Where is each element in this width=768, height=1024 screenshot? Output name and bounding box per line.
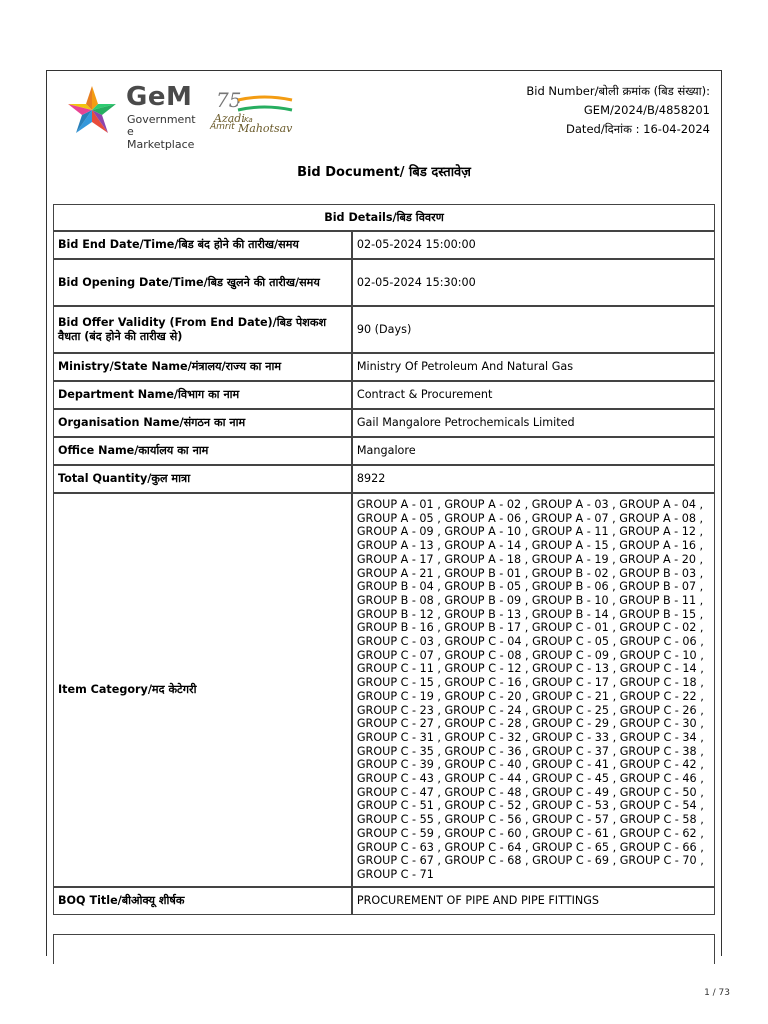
continuation-box	[53, 934, 715, 964]
table-row	[53, 437, 715, 465]
gem-logo-icon	[64, 82, 120, 138]
bid-date: Dated/दिनांक : 16-04-2024	[566, 122, 710, 136]
row-key-bid-offer-validity: Bid Offer Validity (From End Date)/बिड पेशकश वैधता (बंद होने की तारीख से)	[53, 306, 352, 353]
row-value-ministry: Ministry Of Petroleum And Natural Gas	[352, 353, 715, 381]
azadi-number: 75	[216, 88, 242, 112]
row-value-bid-end-date: 02-05-2024 15:00:00	[352, 231, 715, 259]
row-key-bid-end-date: Bid End Date/Time/बिड बंद होने की तारीख/समय	[53, 231, 352, 259]
table-row	[53, 353, 715, 381]
azadi-amrit-word: Amrit	[210, 122, 235, 132]
azadi-word: Azadi	[214, 112, 245, 125]
table-row	[53, 465, 715, 493]
row-value-office: Mangalore	[352, 437, 715, 465]
table-row	[53, 306, 715, 353]
row-key-ministry: Ministry/State Name/मंत्रालय/राज्य का नाम	[53, 353, 352, 381]
row-key-total-quantity: Total Quantity/कुल मात्रा	[53, 465, 352, 493]
table-row	[53, 493, 715, 887]
row-value-bid-offer-validity: 90 (Days)	[352, 306, 715, 353]
table-row	[53, 231, 715, 259]
azadi-mahotsav-word: Mahotsav	[238, 122, 293, 135]
page-number: 1 / 73	[704, 988, 730, 998]
bid-details-table	[53, 204, 715, 915]
table-row	[53, 887, 715, 915]
gem-logo-line1: Government	[127, 113, 196, 126]
bid-number: GEM/2024/B/4858201	[583, 103, 710, 117]
row-value-department: Contract & Procurement	[352, 381, 715, 409]
row-value-bid-opening-date: 02-05-2024 15:30:00	[352, 259, 715, 306]
row-key-item-category: Item Category/मद केटेगरी	[53, 493, 352, 887]
row-key-boq-title: BOQ Title/बीओक्यू शीर्षक	[53, 887, 352, 915]
azadi-ka-word: Ka	[244, 116, 253, 124]
table-heading-row	[53, 204, 715, 231]
gem-logo-title: GeM	[126, 82, 193, 112]
document-title: Bid Document/ बिड दस्तावेज़	[297, 165, 471, 180]
gem-logo	[64, 80, 204, 151]
gem-logo-line2: e Marketplace	[127, 125, 195, 151]
row-value-boq-title: PROCUREMENT OF PIPE AND PIPE FITTINGS	[352, 887, 715, 915]
bid-info	[526, 82, 710, 139]
row-value-item-category: GROUP A - 01 , GROUP A - 02 , GROUP A - 03 , GROUP A - 04 , GROUP A - 05 , GROUP A - 06 , GROUP A - 07 , GROUP A - 08 , GROUP A - 09 , GROUP A - 10 , GROUP A - 11 , GROUP A - 12 , GROUP A - 13 , GROUP A - 14 , GROUP A - 15 , GROUP A - 16 , GROUP A - 17 , GROUP A - 18 , GROUP A - 19 , GROUP A - 20 , GROUP A - 21 , GROUP B - 01 , GROUP B - 02 , GROUP B - 03 , GROUP B - 04 , GROUP B - 05 , GROUP B - 06 , GROUP B - 07 , GROUP B - 08 , GROUP B - 09 , GROUP B - 10 , GROUP B - 11 , GROUP B - 12 , GROUP B - 13 , GROUP B - 14 , GROUP B - 15 , GROUP B - 16 , GROUP B - 17 , GROUP C - 01 , GROUP C - 02 , GROUP C - 03 , GROUP C - 04 , GROUP C - 05 , GROUP C - 06 , GROUP C - 07 , GROUP C - 08 , GROUP C - 09 , GROUP C - 10 , GROUP C - 11 , GROUP C - 12 , GROUP C - 13 , GROUP C - 14 , GROUP C - 15 , GROUP C - 16 , GROUP C - 17 , GROUP C - 18 , GROUP C - 19 , GROUP C - 20 , GROUP C - 21 , GROUP C - 22 , GROUP C - 23 , GROUP C - 24 , GROUP C - 25 , GROUP C - 26 , GROUP C - 27 , GROUP C - 28 , GROUP C - 29 , GROUP C - 30 , GROUP C - 31 , GROUP C - 32 , GROUP C - 33 , GROUP C - 34 , GROUP C - 35 , GROUP C - 36 , GROUP C - 37 , GROUP C - 38 , GROUP C - 39 , GROUP C - 40 , GROUP C - 41 , GROUP C - 42 , GROUP C - 43 , GROUP C - 44 , GROUP C - 45 , GROUP C - 46 , GROUP C - 47 , GROUP C - 48 , GROUP C - 49 , GROUP C - 50 , GROUP C - 51 , GROUP C - 52 , GROUP C - 53 , GROUP C - 54 , GROUP C - 55 , GROUP C - 56 , GROUP C - 57 , GROUP C - 58 , GROUP C - 59 , GROUP C - 60 , GROUP C - 61 , GROUP C - 62 , GROUP C - 63 , GROUP C - 64 , GROUP C - 65 , GROUP C - 66 , GROUP C - 67 , GROUP C - 68 , GROUP C - 69 , GROUP C - 70 , GROUP C - 71	[352, 493, 715, 887]
table-row	[53, 381, 715, 409]
azadi-ka-amrit-mahotsav-logo	[210, 90, 296, 136]
row-value-total-quantity: 8922	[352, 465, 715, 493]
table-row	[53, 409, 715, 437]
table-row	[53, 259, 715, 306]
row-key-organisation: Organisation Name/संगठन का नाम	[53, 409, 352, 437]
row-key-bid-opening-date: Bid Opening Date/Time/बिड खुलने की तारीख/समय	[53, 259, 352, 306]
table-heading: Bid Details/बिड विवरण	[53, 204, 715, 231]
row-key-department: Department Name/विभाग का नाम	[53, 381, 352, 409]
row-key-office: Office Name/कार्यालय का नाम	[53, 437, 352, 465]
bid-number-label: Bid Number/बोली क्रमांक (बिड संख्या):	[526, 84, 710, 98]
row-value-organisation: Gail Mangalore Petrochemicals Limited	[352, 409, 715, 437]
